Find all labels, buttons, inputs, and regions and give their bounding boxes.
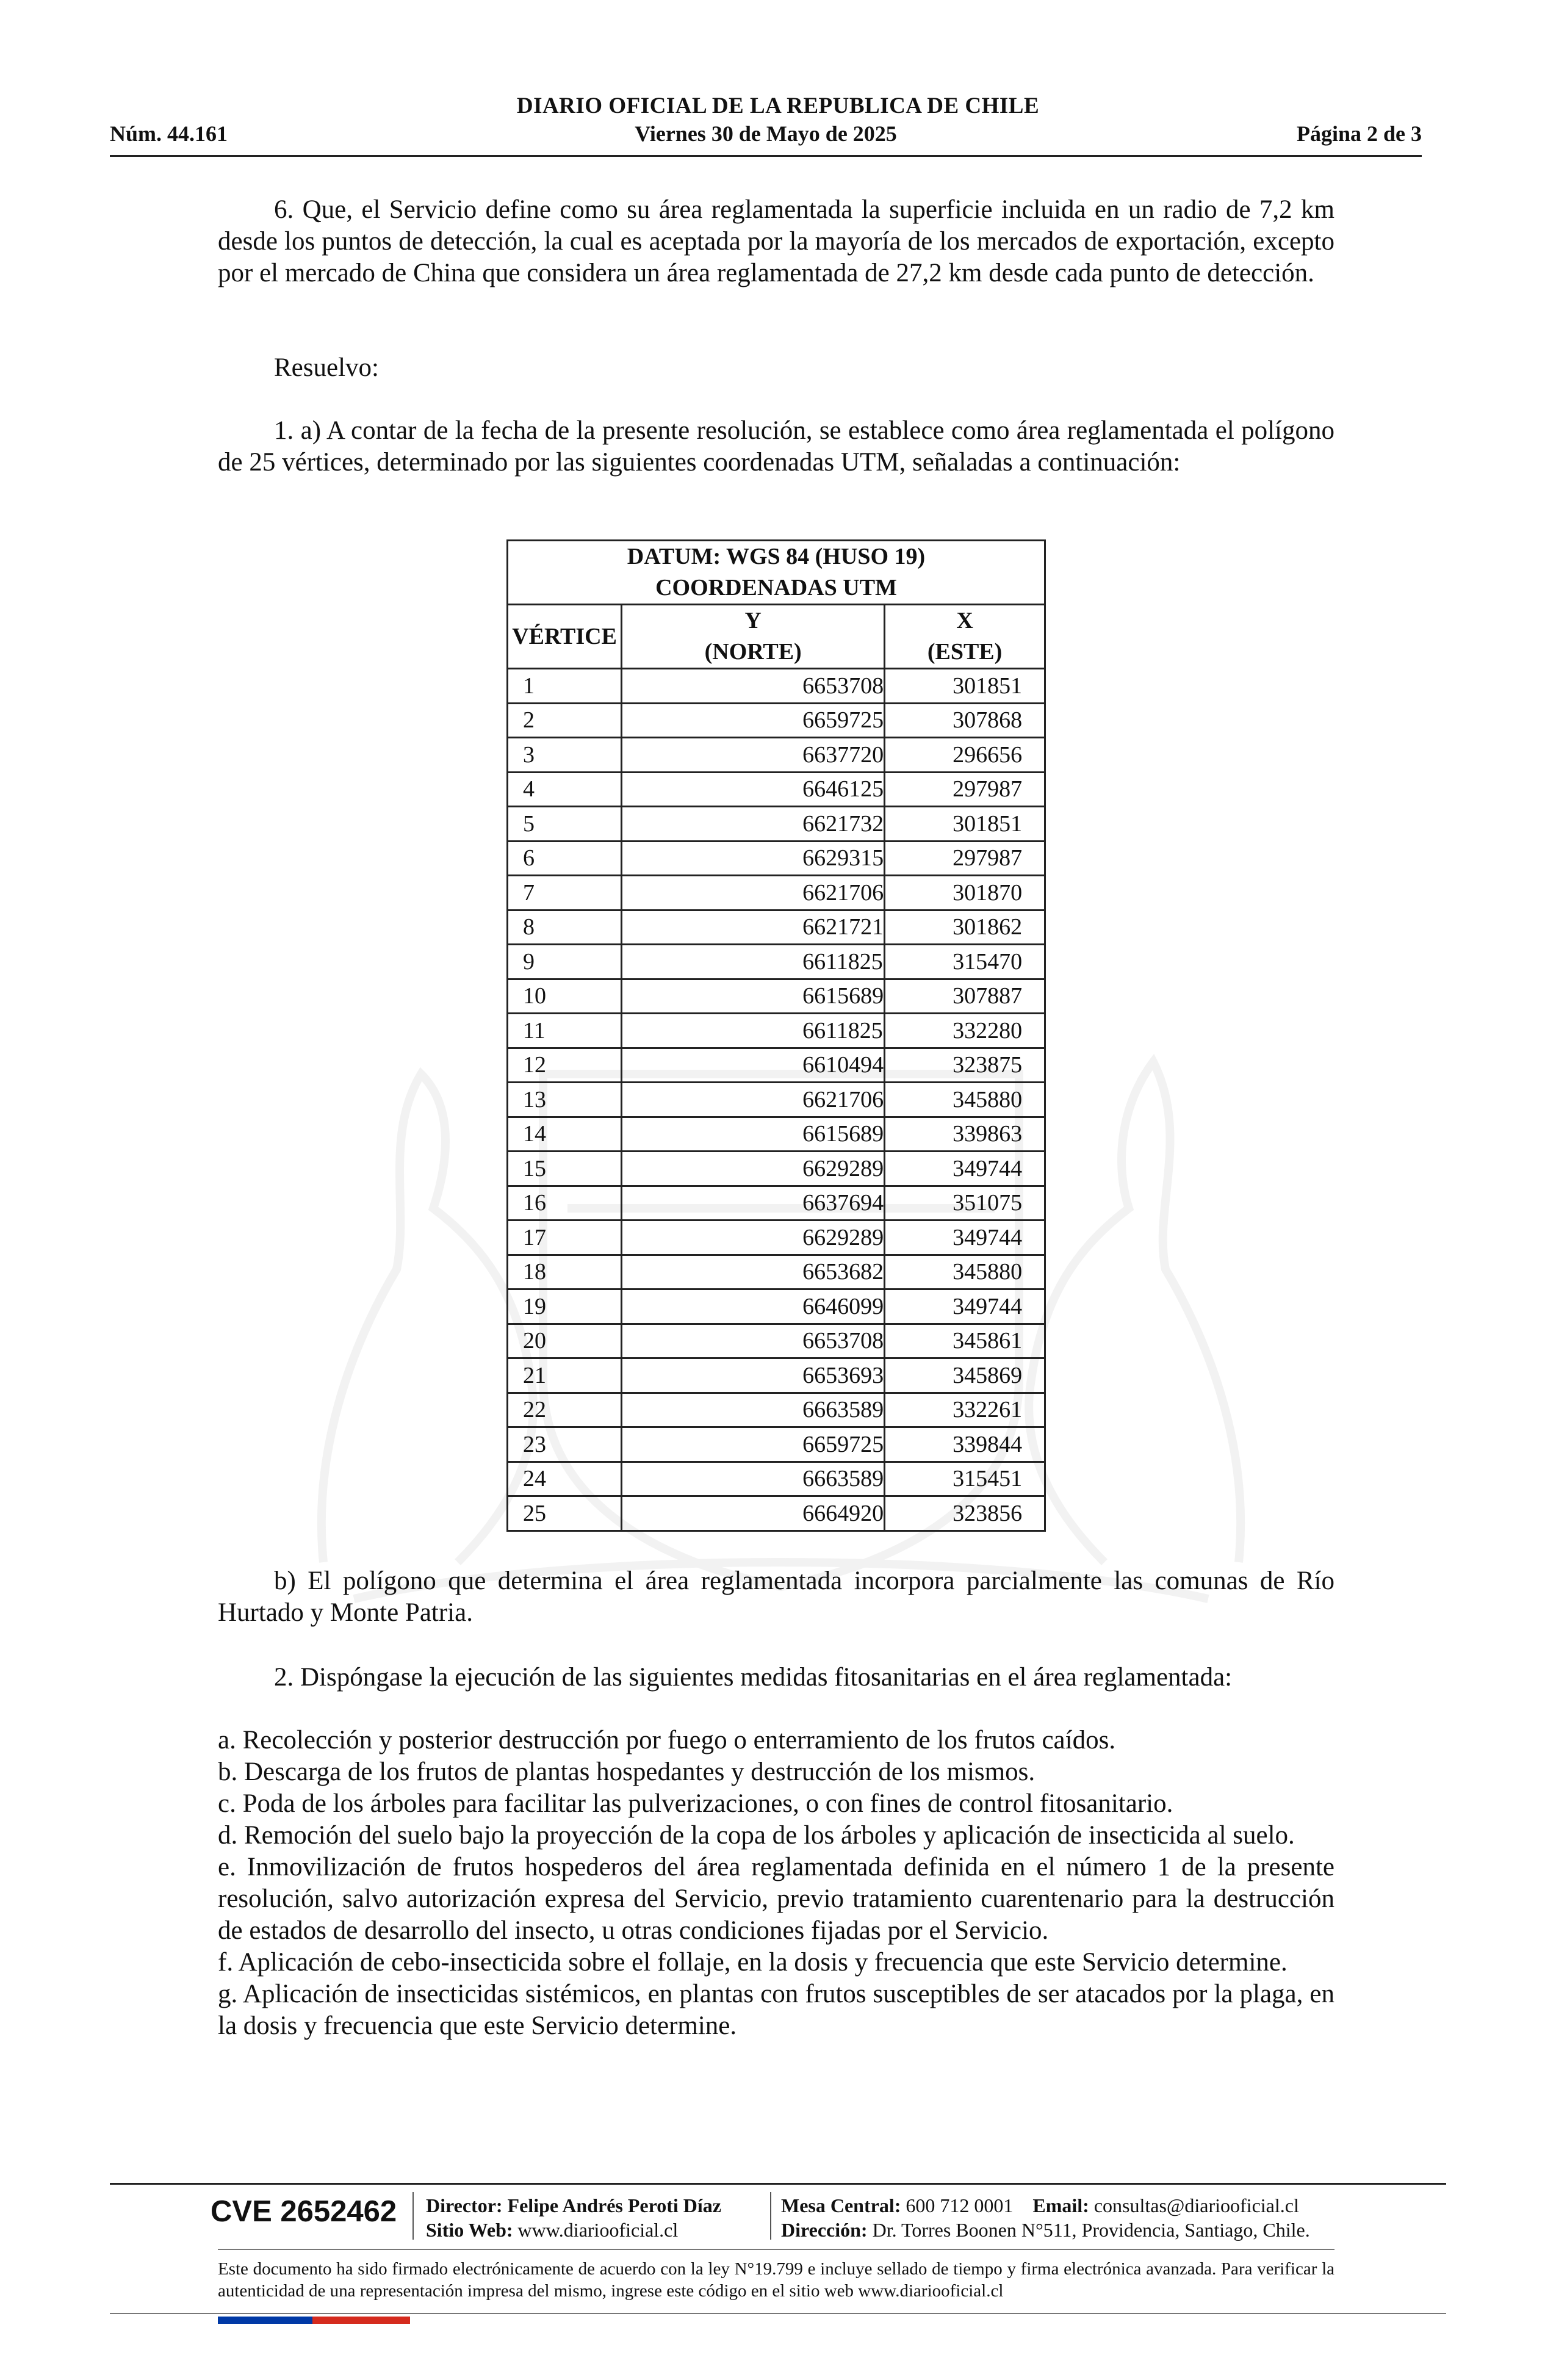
table-row — [508, 1324, 1045, 1358]
vertice-cell: 21 — [508, 1358, 622, 1393]
table-row — [508, 1255, 1045, 1289]
datum-label: DATUM: WGS 84 (HUSO 19) — [627, 544, 926, 569]
y-norte-cell: 6637720 — [622, 738, 885, 773]
x-este-cell: 349744 — [885, 1152, 1045, 1186]
header-row — [110, 121, 1422, 148]
paragraph-1a: 1. a) A contar de la fecha de la presente resolución, se establece como área reglamentada el polígono de 25 vértices, determinado por las siguientes coordenadas UTM, señaladas a continuación: — [218, 416, 1334, 477]
issue-number: Núm. 44.161 — [110, 121, 228, 146]
coords-label: COORDENADAS UTM — [655, 575, 897, 600]
x-este-cell: 345861 — [885, 1324, 1045, 1358]
x-este-cell: 301870 — [885, 876, 1045, 911]
x-este-cell: 345880 — [885, 1083, 1045, 1117]
table-row — [508, 1496, 1045, 1531]
table-row — [508, 1117, 1045, 1152]
vertice-cell: 11 — [508, 1014, 622, 1048]
vertice-cell: 20 — [508, 1324, 622, 1358]
footer-director-block — [426, 2193, 721, 2242]
y-norte-cell: 6664920 — [622, 1496, 885, 1531]
x-este-cell: 339863 — [885, 1117, 1045, 1152]
vertice-cell: 17 — [508, 1221, 622, 1255]
y-norte-cell: 6663589 — [622, 1462, 885, 1496]
email-label: Email: — [1032, 2194, 1089, 2216]
table-row — [508, 979, 1045, 1014]
vertice-cell: 24 — [508, 1462, 622, 1496]
y-norte-cell: 6621706 — [622, 1083, 885, 1117]
x-este-cell: 296656 — [885, 738, 1045, 773]
x-este-cell: 323856 — [885, 1496, 1045, 1531]
flag-blue-segment — [218, 2317, 312, 2324]
table-row — [508, 703, 1045, 738]
y-norte-cell: 6621721 — [622, 910, 885, 945]
paragraph-2: 2. Dispóngase la ejecución de las siguientes medidas fitosanitarias en el área reglamentada: — [274, 1663, 1233, 1692]
y-norte-cell: 6646099 — [622, 1289, 885, 1324]
y-norte-cell: 6629289 — [622, 1221, 885, 1255]
x-este-cell: 315470 — [885, 945, 1045, 979]
x-este-cell: 301851 — [885, 669, 1045, 704]
table-row — [508, 669, 1045, 704]
paragraph-1b: b) El polígono que determina el área reglamentada incorpora parcialmente las comunas de Río Hurtado y Monte Patria. — [218, 1567, 1334, 1627]
vertice-cell: 18 — [508, 1255, 622, 1289]
y-norte-cell: 6629289 — [622, 1152, 885, 1186]
paragraph-6: 6. Que, el Servicio define como su área reglamentada la superficie incluida en un radio de 7,2 km desde los puntos de detección, la cual es aceptada por la mayoría de los mercados de exportación, excepto por el mercado de China que considera un área reglamentada de 27,2 km desde cada punto de detección. — [218, 195, 1334, 287]
footer-divider — [110, 2183, 1446, 2185]
table-row — [508, 1393, 1045, 1427]
director-name: Felipe Andrés Peroti Díaz — [507, 2194, 721, 2216]
measure-item: b. Descarga de los frutos de plantas hospedantes y destrucción de los mismos. — [218, 1758, 1036, 1786]
newspaper-title: DIARIO OFICIAL DE LA REPUBLICA DE CHILE — [516, 93, 1040, 118]
table-row — [508, 1427, 1045, 1462]
y-norte-cell: 6621732 — [622, 807, 885, 842]
table-title — [508, 541, 1045, 605]
x-este-cell: 345869 — [885, 1358, 1045, 1393]
vertice-cell: 10 — [508, 979, 622, 1014]
footer-bottom-divider — [110, 2313, 1446, 2314]
y-norte-cell: 6653682 — [622, 1255, 885, 1289]
vertice-cell: 25 — [508, 1496, 622, 1531]
x-este-cell: 301862 — [885, 910, 1045, 945]
x-este-cell: 297987 — [885, 772, 1045, 807]
legal-notice: Este documento ha sido firmado electrónicamente de acuerdo con la ley N°19.799 e incluye sellado de tiempo y firma electrónica avanzada. Para verificar la autenticidad de una representación impresa del mismo, ingrese este código en el sitio web www.diariooficial.cl — [218, 2259, 1334, 2301]
y-header — [622, 605, 885, 669]
table-row — [508, 1358, 1045, 1393]
measure-item: g. Aplicación de insecticidas sistémicos, en plantas con frutos susceptibles de ser atacados por la plaga, en la dosis y frecuencia que este Servicio determine. — [218, 1980, 1334, 2040]
x-este-cell: 307868 — [885, 703, 1045, 738]
x-header-sub: (ESTE) — [927, 639, 1003, 665]
x-este-cell: 349744 — [885, 1221, 1045, 1255]
y-norte-cell: 6629315 — [622, 841, 885, 876]
mesa-label: Mesa Central: — [781, 2194, 901, 2216]
y-norte-cell: 6653693 — [622, 1358, 885, 1393]
vertice-cell: 23 — [508, 1427, 622, 1462]
vertice-cell: 8 — [508, 910, 622, 945]
x-este-cell: 297987 — [885, 841, 1045, 876]
vertice-cell: 16 — [508, 1186, 622, 1221]
page-number: Página 2 de 3 — [1296, 121, 1422, 146]
x-este-cell: 307887 — [885, 979, 1045, 1014]
x-header — [885, 605, 1045, 669]
table-row — [508, 738, 1045, 773]
table-row — [508, 1186, 1045, 1221]
vertice-cell: 6 — [508, 841, 622, 876]
y-header-label: Y — [744, 608, 762, 633]
table-row — [508, 841, 1045, 876]
x-este-cell: 315451 — [885, 1462, 1045, 1496]
y-norte-cell: 6646125 — [622, 772, 885, 807]
table-row — [508, 1152, 1045, 1186]
web-label: Sitio Web: — [426, 2219, 513, 2241]
director-label: Director: — [426, 2194, 503, 2216]
utm-coordinates-table — [506, 539, 1046, 1532]
y-norte-cell: 6610494 — [622, 1048, 885, 1083]
table-row — [508, 1048, 1045, 1083]
y-norte-cell: 6637694 — [622, 1186, 885, 1221]
x-header-label: X — [956, 608, 973, 633]
mesa-phone: 600 712 0001 — [906, 2194, 1014, 2216]
footer-contact-block — [781, 2193, 1310, 2242]
measure-item: d. Remoción del suelo bajo la proyección de la copa de los árboles y aplicación de insecticida al suelo. — [218, 1821, 1295, 1850]
measure-item: a. Recolección y posterior destrucción por fuego o enterramiento de los frutos caídos. — [218, 1726, 1116, 1754]
table-row — [508, 772, 1045, 807]
vertice-cell: 2 — [508, 703, 622, 738]
direccion-value: Dr. Torres Boonen N°511, Providencia, Santiago, Chile. — [872, 2219, 1310, 2241]
y-norte-cell: 6611825 — [622, 1014, 885, 1048]
footer-inner-divider — [218, 2249, 1334, 2250]
vertice-cell: 1 — [508, 669, 622, 704]
y-norte-cell: 6653708 — [622, 1324, 885, 1358]
x-este-cell: 301851 — [885, 807, 1045, 842]
vertice-cell: 4 — [508, 772, 622, 807]
x-este-cell: 332261 — [885, 1393, 1045, 1427]
direccion-label: Dirección: — [781, 2219, 868, 2241]
vertice-cell: 14 — [508, 1117, 622, 1152]
measure-item: e. Inmovilización de frutos hospederos del área reglamentada definida en el número 1 de la presente resolución, salvo autorización expresa del Servicio, previo tratamiento cuarentenario para la destrucción de estados de desarrollo del insecto, u otras condiciones fijadas por el Servicio. — [218, 1853, 1334, 1945]
x-este-cell: 349744 — [885, 1289, 1045, 1324]
cve-code: CVE 2652462 — [211, 2195, 397, 2228]
table-row — [508, 1289, 1045, 1324]
x-este-cell: 339844 — [885, 1427, 1045, 1462]
table-row — [508, 1083, 1045, 1117]
table-row — [508, 807, 1045, 842]
x-este-cell: 345880 — [885, 1255, 1045, 1289]
table-row — [508, 945, 1045, 979]
measure-item: c. Poda de los árboles para facilitar las pulverizaciones, o con fines de control fitosanitario. — [218, 1789, 1173, 1818]
flag-red-segment — [312, 2317, 410, 2324]
footer-separator — [412, 2192, 414, 2240]
table-row — [508, 1014, 1045, 1048]
vertice-cell: 19 — [508, 1289, 622, 1324]
y-norte-cell: 6615689 — [622, 1117, 885, 1152]
table-row — [508, 910, 1045, 945]
x-este-cell: 332280 — [885, 1014, 1045, 1048]
vertice-cell: 5 — [508, 807, 622, 842]
vertice-cell: 15 — [508, 1152, 622, 1186]
header-divider — [110, 155, 1422, 157]
issue-date: Viernes 30 de Mayo de 2025 — [635, 121, 897, 146]
web-link[interactable]: www.diariooficial.cl — [517, 2219, 679, 2241]
table-row — [508, 876, 1045, 911]
measure-item: f. Aplicación de cebo-insecticida sobre el follaje, en la dosis y frecuencia que este Servicio determine. — [218, 1948, 1288, 1977]
y-norte-cell: 6663589 — [622, 1393, 885, 1427]
vertice-header: VÉRTICE — [508, 605, 622, 669]
y-norte-cell: 6611825 — [622, 945, 885, 979]
measures-list — [218, 1725, 1334, 2042]
y-header-sub: (NORTE) — [704, 639, 802, 665]
y-norte-cell: 6653708 — [622, 669, 885, 704]
table-row — [508, 1221, 1045, 1255]
y-norte-cell: 6615689 — [622, 979, 885, 1014]
resuelvo-heading: Resuelvo: — [274, 353, 379, 382]
x-este-cell: 323875 — [885, 1048, 1045, 1083]
vertice-cell: 13 — [508, 1083, 622, 1117]
vertice-cell: 22 — [508, 1393, 622, 1427]
y-norte-cell: 6621706 — [622, 876, 885, 911]
vertice-cell: 7 — [508, 876, 622, 911]
y-norte-cell: 6659725 — [622, 703, 885, 738]
vertice-cell: 12 — [508, 1048, 622, 1083]
table-row — [508, 1462, 1045, 1496]
vertice-cell: 9 — [508, 945, 622, 979]
email-link[interactable]: consultas@diariooficial.cl — [1093, 2194, 1299, 2216]
x-este-cell: 351075 — [885, 1186, 1045, 1221]
footer-separator — [770, 2192, 771, 2240]
vertice-cell: 3 — [508, 738, 622, 773]
flag-stripe — [218, 2317, 410, 2324]
y-norte-cell: 6659725 — [622, 1427, 885, 1462]
